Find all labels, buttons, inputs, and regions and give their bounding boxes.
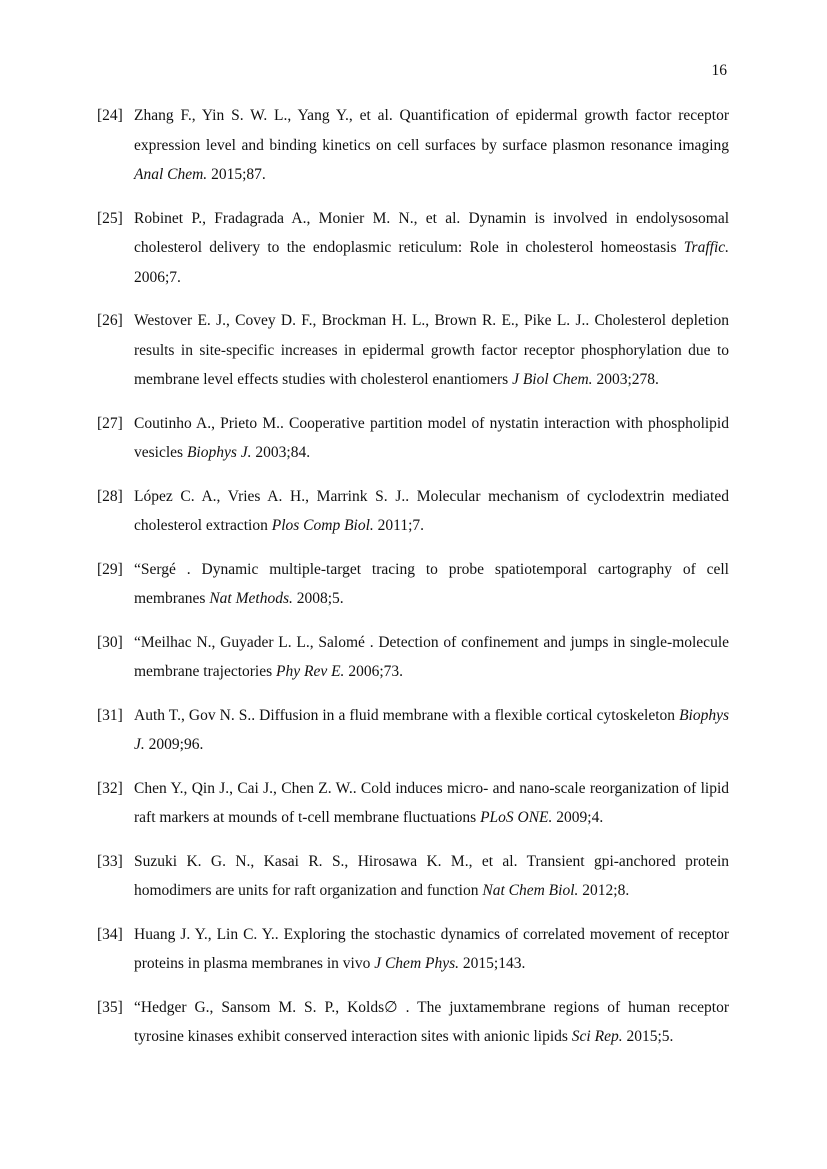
reference-number: [35]: [97, 998, 123, 1016]
reference-text: Huang J. Y., Lin C. Y.. Exploring the stochastic dynamics of correlated movement of receptor proteins in plasma membranes in vivo: [134, 925, 729, 972]
reference-text: Auth T., Gov N. S.. Diffusion in a fluid membrane with a flexible cortical cytoskeleton: [134, 706, 676, 724]
reference-text: Chen Y., Qin J., Cai J., Chen Z. W.. Cold induces micro- and nano-scale reorganization of lipid raft markers at mounds of t-cell membrane fluctuations: [134, 779, 729, 826]
reference-item: [97, 847, 729, 906]
reference-text: “Meilhac N., Guyader L. L., Salomé . Detection of confinement and jumps in single-molecule membrane trajectories: [134, 633, 729, 680]
reference-year: 2003;278.: [596, 371, 659, 388]
reference-number: [24]: [97, 107, 123, 124]
reference-text: Robinet P., Fradagrada A., Monier M. N., et al. Dynamin is involved in endolysosomal cholesterol delivery to the endoplasmic reticulum: Role in cholesterol homeostasis: [134, 209, 729, 256]
reference-year: 2009;4.: [556, 809, 604, 826]
reference-journal: Nat Methods.: [209, 590, 293, 607]
reference-journal: Sci Rep.: [571, 1028, 623, 1045]
reference-number: [31]: [97, 706, 123, 724]
page-number: 16: [711, 62, 727, 79]
reference-year: 2012;8.: [582, 882, 630, 899]
reference-journal: Nat Chem Biol.: [482, 882, 579, 899]
reference-item: [97, 628, 729, 687]
reference-text: Suzuki K. G. N., Kasai R. S., Hirosawa K. M., et al. Transient gpi-anchored protein homodimers are units for raft organization and function: [134, 852, 729, 899]
reference-item: [97, 555, 729, 614]
reference-journal: J Chem Phys.: [374, 955, 460, 972]
reference-journal: Biophys J.: [134, 706, 730, 753]
reference-number: [25]: [97, 209, 123, 227]
reference-number: [26]: [97, 312, 123, 329]
reference-journal: Traffic.: [683, 239, 730, 256]
reference-year: 2015;5.: [626, 1028, 674, 1045]
reference-number: [29]: [97, 560, 123, 578]
reference-number: [32]: [97, 779, 123, 797]
reference-number: [33]: [97, 852, 123, 870]
reference-item: [97, 101, 729, 190]
reference-year: 2015;143.: [462, 955, 526, 972]
reference-text: Coutinho A., Prieto M.. Cooperative partition model of nystatin interaction with phospholipid vesicles: [134, 414, 729, 461]
reference-text: López C. A., Vries A. H., Marrink S. J.. Molecular mechanism of cyclodextrin mediated cholesterol extraction: [134, 487, 729, 534]
reference-item: [97, 701, 729, 760]
reference-journal: J Biol Chem.: [512, 371, 593, 388]
reference-year: 2003;84.: [255, 444, 311, 461]
reference-text: “Sergé . Dynamic multiple-target tracing to probe spatiotemporal cartography of cell membranes: [134, 560, 729, 607]
reference-item: [97, 482, 729, 541]
reference-text: Zhang F., Yin S. W. L., Yang Y., et al. Quantification of epidermal growth factor receptor expression level and binding kinetics on cell surfaces by surface plasmon resonance imaging: [134, 107, 729, 154]
reference-year: 2009;96.: [148, 736, 204, 753]
reference-item: [97, 306, 729, 395]
reference-journal: PLoS ONE.: [480, 809, 553, 826]
reference-item: [97, 920, 729, 979]
reference-year: 2006;73.: [348, 663, 403, 680]
reference-number: [34]: [97, 925, 123, 943]
reference-journal: Biophys J.: [186, 444, 252, 461]
reference-item: [97, 993, 729, 1052]
reference-journal: Phy Rev E.: [276, 663, 345, 680]
reference-text: “Hedger G., Sansom M. S. P., Kolds∅ . The juxtamembrane regions of human receptor tyrosine kinases exhibit conserved interaction sites with anionic lipids: [134, 998, 729, 1045]
reference-journal: Plos Comp Biol.: [271, 517, 374, 534]
reference-number: [27]: [97, 414, 123, 432]
reference-number: [28]: [97, 487, 123, 505]
reference-list: [97, 101, 729, 1066]
reference-item: [97, 774, 729, 833]
reference-year: 2011;7.: [377, 517, 425, 534]
reference-year: 2008;5.: [296, 590, 344, 607]
reference-journal: Anal Chem.: [134, 166, 208, 183]
reference-item: [97, 204, 729, 293]
reference-year: 2006;7.: [134, 268, 181, 286]
reference-item: [97, 409, 729, 468]
reference-year: 2015;87.: [211, 166, 266, 183]
reference-text: Westover E. J., Covey D. F., Brockman H. L., Brown R. E., Pike L. J.. Cholesterol depletion results in site-specific increases in epidermal growth factor receptor phosphorylation due to membrane level effects studies with cholesterol enantiomers: [134, 312, 729, 388]
reference-number: [30]: [97, 633, 123, 651]
